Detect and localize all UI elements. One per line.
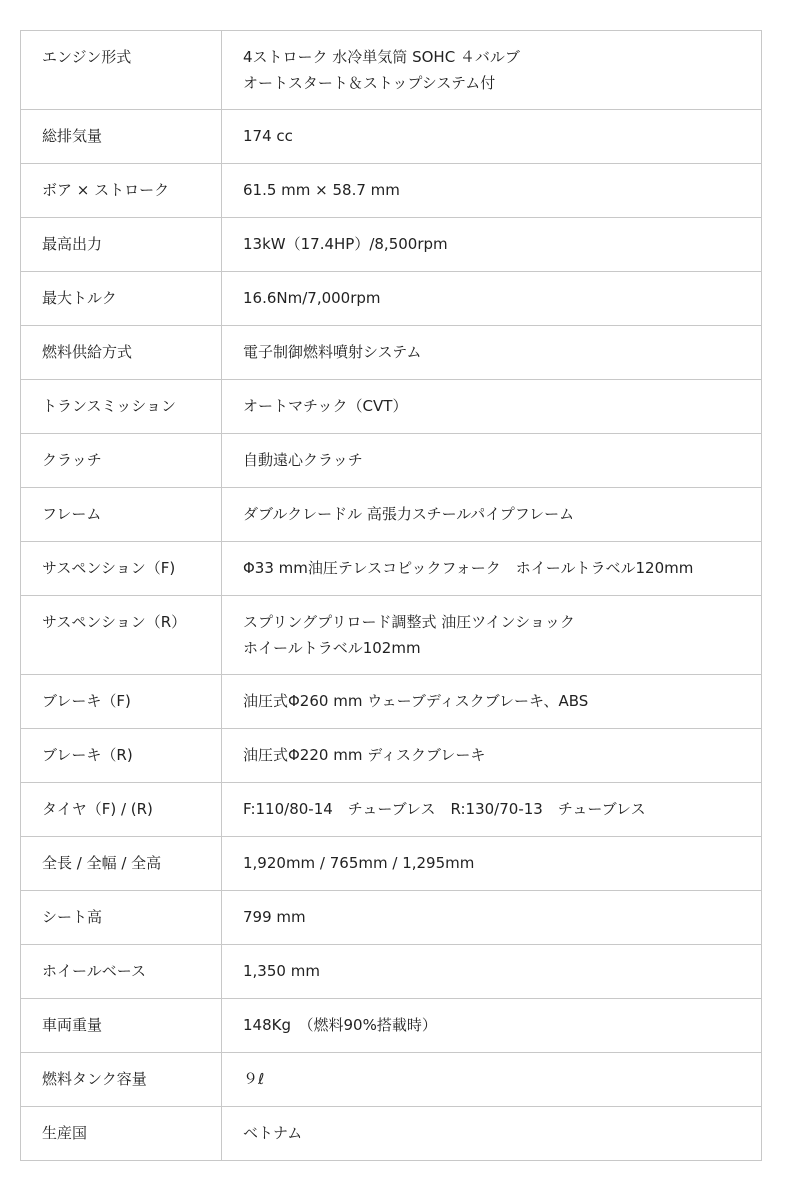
spec-value: ベトナム — [222, 1107, 762, 1161]
spec-row — [21, 837, 762, 891]
spec-row — [21, 31, 762, 110]
spec-label: ブレーキ（R) — [21, 729, 222, 783]
spec-row — [21, 434, 762, 488]
spec-label: フレーム — [21, 488, 222, 542]
spec-value: スプリングプリロード調整式 油圧ツインショック ホイールトラベル102mm — [222, 596, 762, 675]
spec-value: 148Kg （燃料90%搭載時） — [222, 999, 762, 1053]
spec-value: ダブルクレードル 高張力スチールパイプフレーム — [222, 488, 762, 542]
spec-row — [21, 783, 762, 837]
spec-row — [21, 596, 762, 675]
spec-value: 自動遠心クラッチ — [222, 434, 762, 488]
spec-label: ホイールベース — [21, 945, 222, 999]
spec-label: トランスミッション — [21, 380, 222, 434]
spec-value: オートマチック（CVT） — [222, 380, 762, 434]
spec-label: クラッチ — [21, 434, 222, 488]
spec-label: タイヤ（F) / (R) — [21, 783, 222, 837]
spec-row — [21, 488, 762, 542]
spec-row — [21, 1053, 762, 1107]
spec-row — [21, 945, 762, 999]
spec-label: 最高出力 — [21, 218, 222, 272]
spec-label: サスペンション（R） — [21, 596, 222, 675]
spec-value: F:110/80-14 チューブレス R:130/70-13 チューブレス — [222, 783, 762, 837]
spec-label: ボア × ストローク — [21, 164, 222, 218]
spec-label: ブレーキ（F) — [21, 675, 222, 729]
spec-row — [21, 218, 762, 272]
spec-value: 1,350 mm — [222, 945, 762, 999]
spec-value: ９ℓ — [222, 1053, 762, 1107]
spec-value: 4ストローク 水冷単気筒 SOHC ４バルブ オートスタート＆ストップシステム付 — [222, 31, 762, 110]
spec-table-body — [21, 31, 762, 1161]
spec-row — [21, 164, 762, 218]
spec-label: 最大トルク — [21, 272, 222, 326]
spec-value: 61.5 mm × 58.7 mm — [222, 164, 762, 218]
spec-table — [20, 30, 762, 1161]
spec-label: エンジン形式 — [21, 31, 222, 110]
spec-row — [21, 542, 762, 596]
spec-label: シート高 — [21, 891, 222, 945]
spec-value: Φ33 mm油圧テレスコピックフォーク ホイールトラベル120mm — [222, 542, 762, 596]
spec-value: 13kW（17.4HP）/8,500rpm — [222, 218, 762, 272]
spec-row — [21, 675, 762, 729]
spec-value: 油圧式Φ260 mm ウェーブディスクブレーキ、ABS — [222, 675, 762, 729]
spec-row — [21, 110, 762, 164]
spec-value: 油圧式Φ220 mm ディスクブレーキ — [222, 729, 762, 783]
spec-value: 16.6Nm/7,000rpm — [222, 272, 762, 326]
spec-row — [21, 272, 762, 326]
spec-label: 燃料タンク容量 — [21, 1053, 222, 1107]
spec-row — [21, 1107, 762, 1161]
spec-row — [21, 729, 762, 783]
spec-value: 1,920mm / 765mm / 1,295mm — [222, 837, 762, 891]
spec-row — [21, 380, 762, 434]
spec-label: サスペンション（F) — [21, 542, 222, 596]
spec-label: 総排気量 — [21, 110, 222, 164]
spec-label: 車両重量 — [21, 999, 222, 1053]
spec-label: 全長 / 全幅 / 全高 — [21, 837, 222, 891]
spec-value: 174 cc — [222, 110, 762, 164]
spec-value: 電子制御燃料噴射システム — [222, 326, 762, 380]
spec-label: 生産国 — [21, 1107, 222, 1161]
spec-row — [21, 326, 762, 380]
spec-row — [21, 891, 762, 945]
spec-value: 799 mm — [222, 891, 762, 945]
spec-row — [21, 999, 762, 1053]
spec-label: 燃料供給方式 — [21, 326, 222, 380]
